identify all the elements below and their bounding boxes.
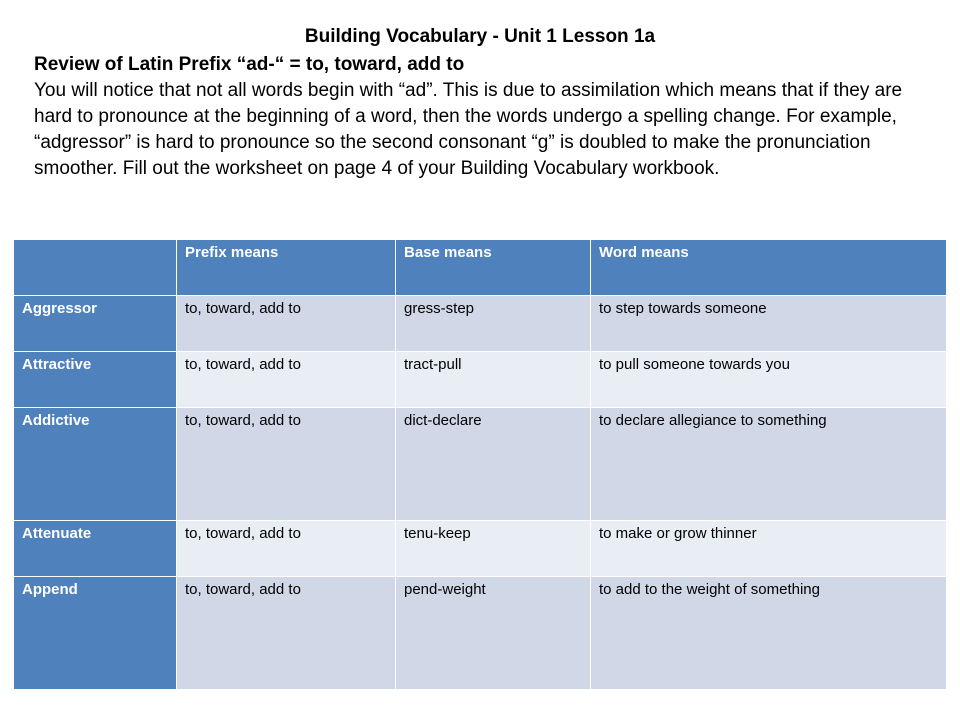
prefix-cell: to, toward, add to — [177, 521, 396, 577]
header-cell-word: Word means — [591, 240, 947, 296]
header-cell-prefix: Prefix means — [177, 240, 396, 296]
slide-body — [34, 52, 934, 182]
prefix-cell: to, toward, add to — [177, 296, 396, 352]
row-word-cell: Aggressor — [14, 296, 177, 352]
row-word-cell: Append — [14, 577, 177, 690]
meaning-cell: to make or grow thinner — [591, 521, 947, 577]
slide-title: Building Vocabulary - Unit 1 Lesson 1a — [304, 26, 656, 47]
prefix-cell: to, toward, add to — [177, 408, 396, 521]
table-row — [14, 408, 947, 521]
meaning-cell: to pull someone towards you — [591, 352, 947, 408]
slide-subtitle: Review of Latin Prefix “ad-“ = to, toward, add to — [34, 54, 465, 75]
header-cell-empty — [14, 240, 177, 296]
table-row — [14, 577, 947, 690]
table-header-row — [14, 240, 947, 296]
meaning-cell: to declare allegiance to something — [591, 408, 947, 521]
meaning-cell: to step towards someone — [591, 296, 947, 352]
instruction-paragraph: You will notice that not all words begin with “ad”. This is due to assimilation which means that if they are hard to pronounce at the beginning of a word, then the words undergo a spelling change. For example, “adgressor” is hard to pronounce so the second consonant “g” is doubled to make the pronunciation smoother. Fill out the worksheet on page 4 of your Building Vocabulary workbook. — [34, 80, 903, 179]
row-word-cell: Addictive — [14, 408, 177, 521]
table-row — [14, 352, 947, 408]
prefix-cell: to, toward, add to — [177, 352, 396, 408]
row-word-cell: Attractive — [14, 352, 177, 408]
table-row — [14, 296, 947, 352]
base-cell: tract-pull — [396, 352, 591, 408]
vocabulary-table — [13, 239, 947, 690]
prefix-cell: to, toward, add to — [177, 577, 396, 690]
base-cell: dict-declare — [396, 408, 591, 521]
base-cell: pend-weight — [396, 577, 591, 690]
meaning-cell: to add to the weight of something — [591, 577, 947, 690]
row-word-cell: Attenuate — [14, 521, 177, 577]
header-cell-base: Base means — [396, 240, 591, 296]
base-cell: gress-step — [396, 296, 591, 352]
base-cell: tenu-keep — [396, 521, 591, 577]
table-row — [14, 521, 947, 577]
